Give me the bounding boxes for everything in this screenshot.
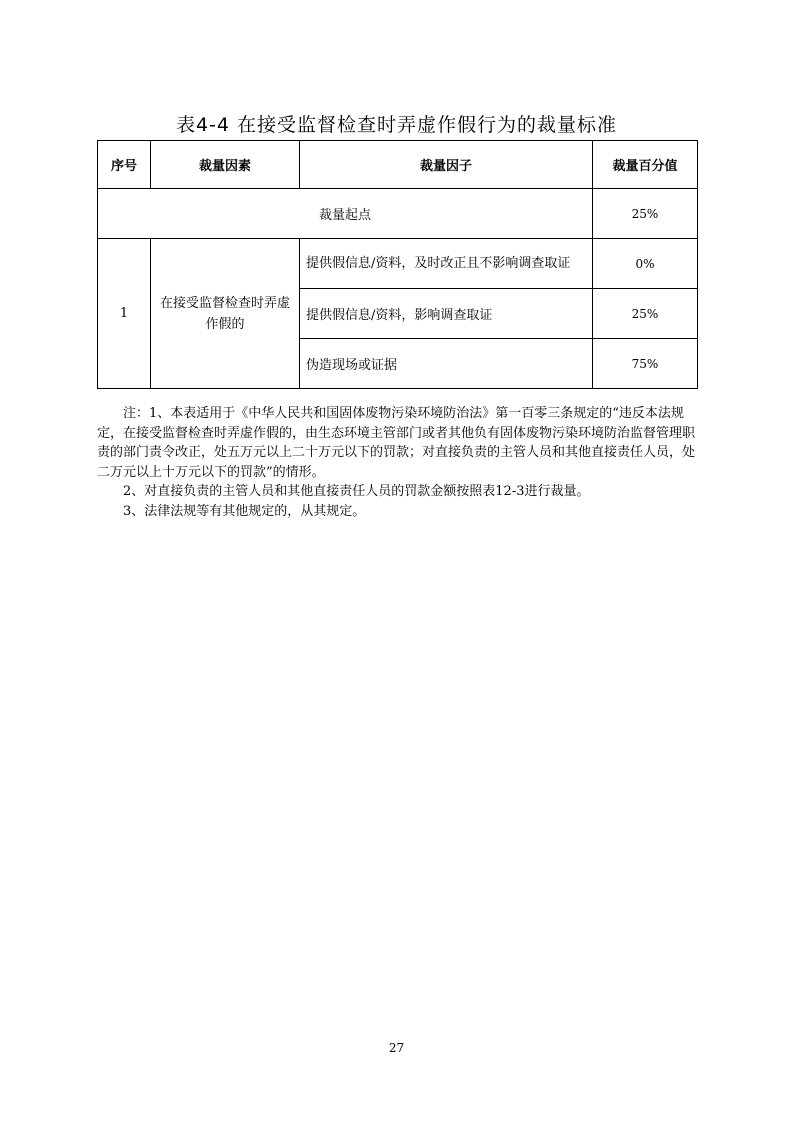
note-1: 注：1、本表适用于《中华人民共和国固体废物污染环境防治法》第一百零三条规定的“违反本法规定，在接受监督检查时弄虚作假的，由生态环境主管部门或者其他负有固体废物污染环境防治监督管理职责的部门责令改正，处五万元以上二十万元以下的罚款；对直接负责的主管人员和其他直接责任人员，处二万元以上十万元以下的罚款”的情形。 xyxy=(97,406,696,480)
table-row xyxy=(98,239,698,289)
start-point-label: 裁量起点 xyxy=(98,189,593,239)
row-index: 1 xyxy=(98,239,151,389)
header-index: 序号 xyxy=(98,141,151,189)
discretion-standard-table xyxy=(97,140,698,389)
row-value: 0% xyxy=(593,239,698,289)
header-factor: 裁量因素 xyxy=(151,141,300,189)
header-item: 裁量因子 xyxy=(300,141,593,189)
row-value: 75% xyxy=(593,339,698,389)
page-number: 27 xyxy=(388,1041,405,1055)
header-percentage: 裁量百分值 xyxy=(593,141,698,189)
note-3: 3、法律法规等有其他规定的，从其规定。 xyxy=(123,503,366,519)
notes xyxy=(97,404,697,522)
table-row xyxy=(98,189,698,239)
row-item: 伪造现场或证据 xyxy=(300,339,593,389)
row-item: 提供假信息/资料，及时改正且不影响调查取证 xyxy=(300,239,593,289)
row-item: 提供假信息/资料，影响调查取证 xyxy=(300,289,593,339)
row-value: 25% xyxy=(593,289,698,339)
page-title: 表4-4 在接受监督检查时弄虚作假行为的裁量标准 xyxy=(175,114,618,136)
note-2: 2、对直接负责的主管人员和其他直接责任人员的罚款金额按照表12-3进行裁量。 xyxy=(123,484,590,500)
table-header-row xyxy=(98,141,698,189)
start-point-value: 25% xyxy=(593,189,698,239)
row-factor: 在接受监督检查时弄虚作假的 xyxy=(151,239,300,389)
